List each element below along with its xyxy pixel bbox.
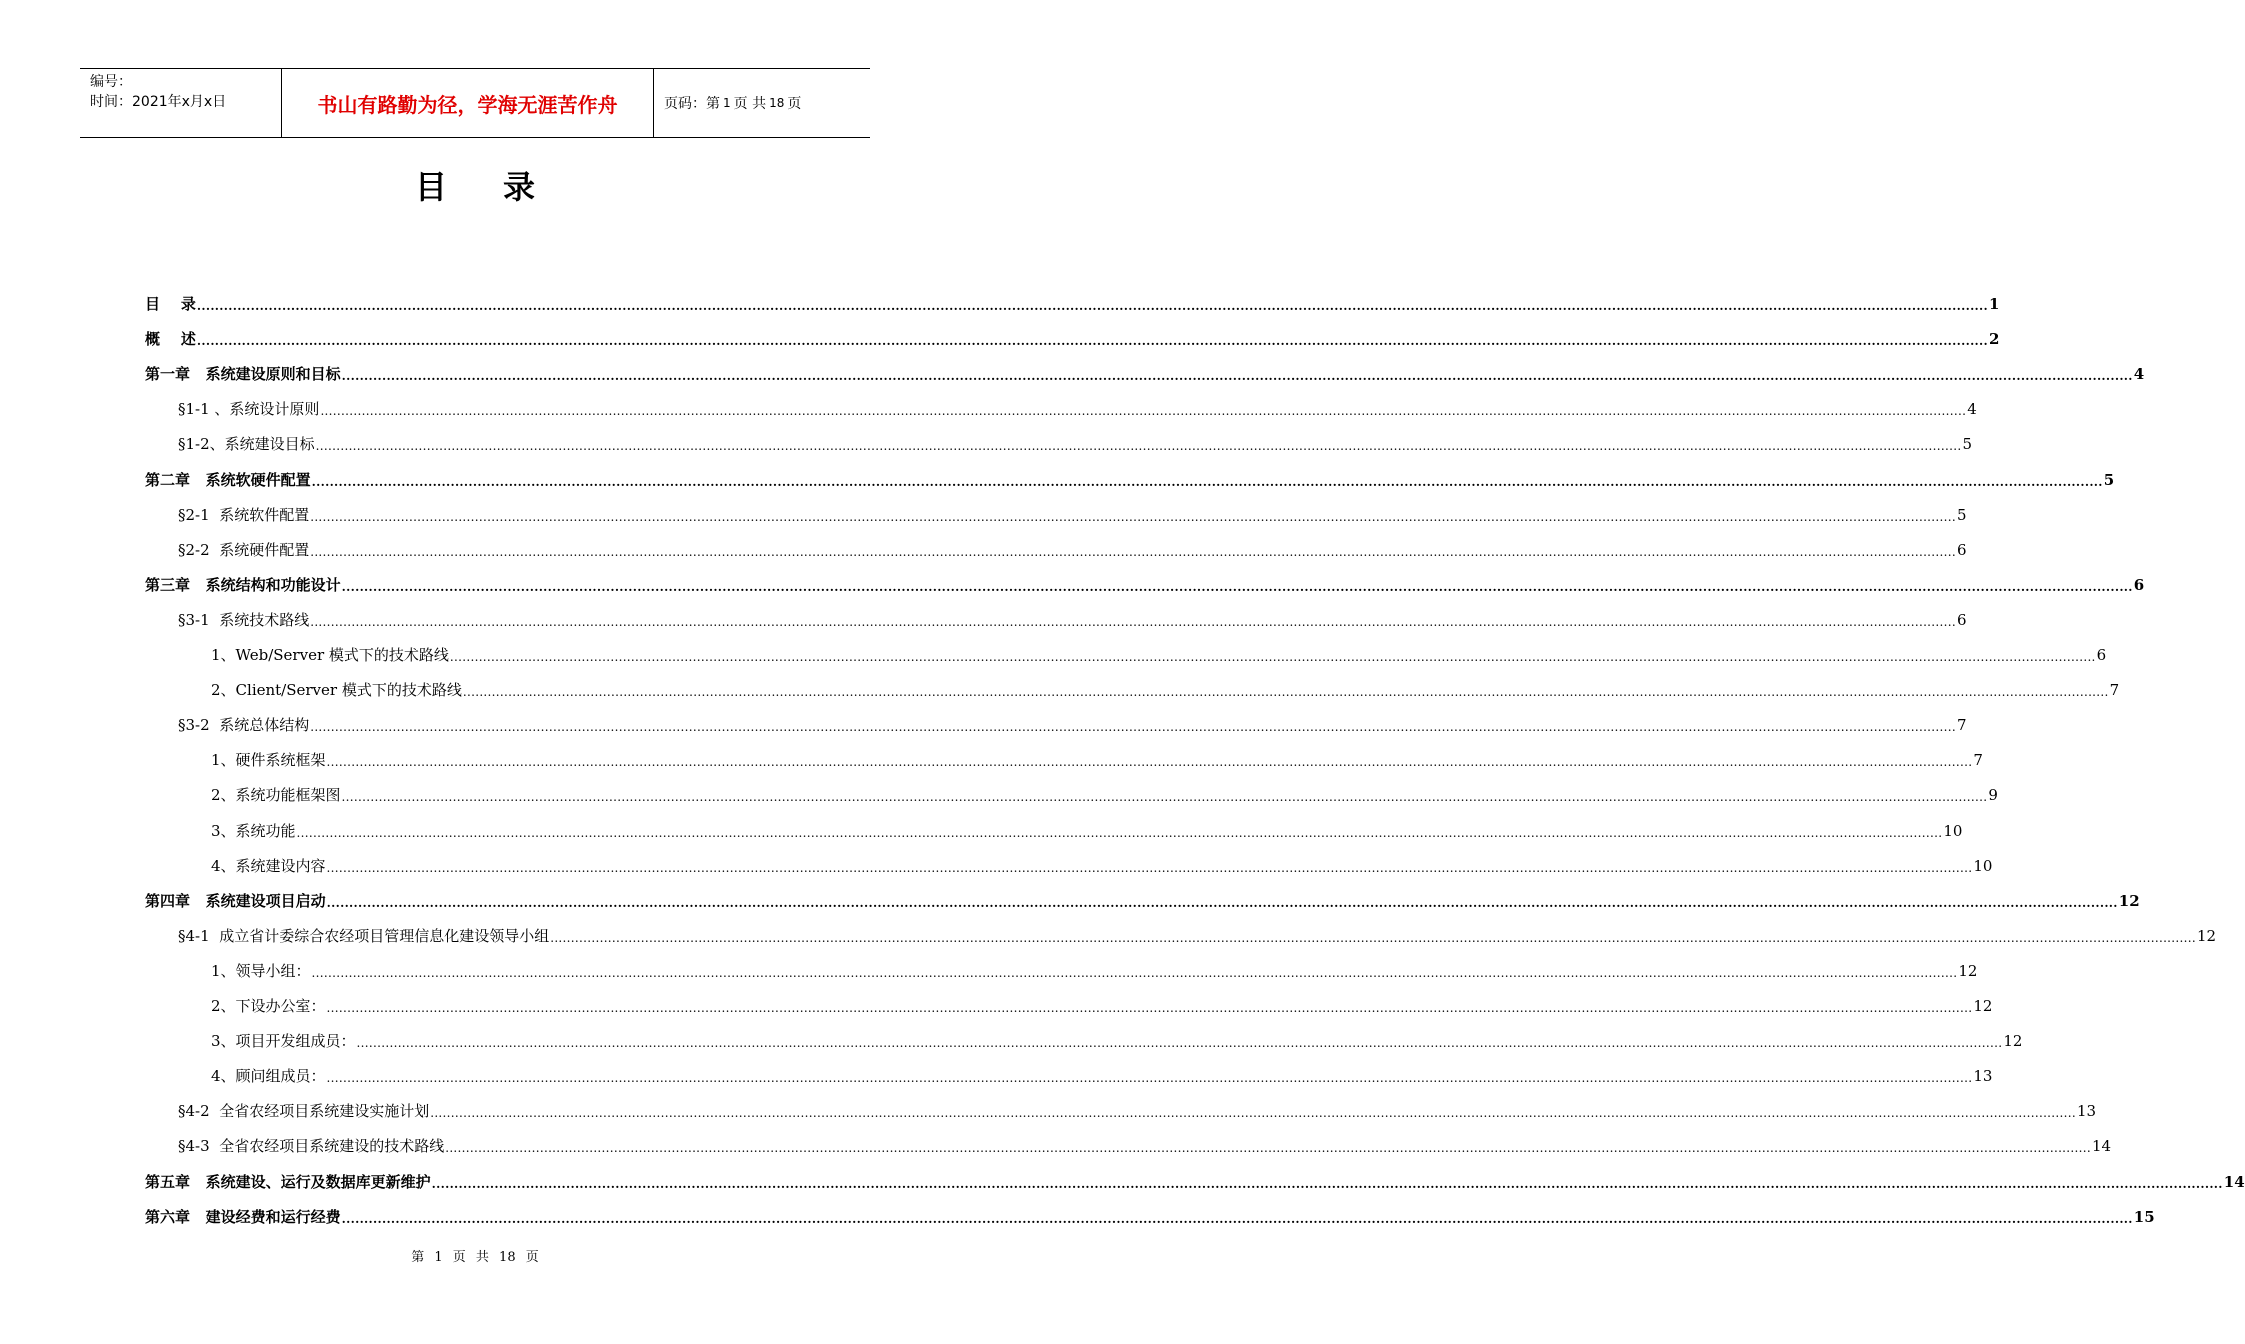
toc-entry[interactable] [178, 1099, 2097, 1121]
toc-leader-dots: ................................................................................................................................................................................................................................................................................................................................................................................................................ [550, 930, 2196, 945]
page-current: 1 [723, 96, 731, 110]
toc-entry[interactable] [145, 573, 2145, 595]
toc-entry-label: 第五章 系统建设、运行及数据库更新维护 [145, 1172, 431, 1191]
toc-entry-page: 1 [1988, 295, 2000, 313]
toc-entry-page: 9 [1988, 786, 1998, 805]
toc-entry-page: 4 [1967, 400, 1977, 419]
toc-entry-label: 概 述 [145, 330, 196, 349]
toc-entry-page: 6 [1956, 540, 1967, 559]
toc-entry-page: 14 [2091, 1137, 2112, 1156]
toc-leader-dots: ................................................................................................................................................................................................................................................................................................................................................................................................................ [326, 755, 1973, 770]
toc-entry-label: 4、系统建设内容 [211, 856, 326, 875]
toc-entry-page: 7 [1956, 716, 1967, 735]
toc-entry-page: 5 [1962, 435, 1972, 454]
header-motto: 书山有路勤为径，学海无涯苦作舟 [282, 69, 654, 137]
page-label-b: 页 共 [733, 96, 767, 112]
toc-leader-dots: ................................................................................................................................................................................................................................................................................................................................................................................................................ [310, 614, 1956, 629]
toc-entry-page: 10 [1943, 821, 1963, 840]
toc-entry[interactable] [145, 889, 2140, 911]
toc-entry-page: 6 [1956, 610, 1967, 629]
toc-entry[interactable] [211, 643, 2107, 665]
toc-entry[interactable] [211, 819, 1963, 841]
toc-entry-page: 14 [2223, 1172, 2245, 1191]
toc-leader-dots: ................................................................................................................................................................................................................................................................................................................................................................................................................ [326, 860, 1973, 875]
toc-entry-label: 目 录 [145, 295, 196, 313]
toc-entry-label: 1、Web/Server 模式下的技术路线 [211, 646, 449, 664]
toc-entry-page: 6 [2133, 575, 2145, 594]
toc-entry[interactable] [211, 783, 1998, 805]
header-page-info [654, 69, 870, 137]
toc-entry-label: 第四章 系统建设项目启动 [145, 891, 326, 910]
toc-entry-label: 2、系统功能框架图 [211, 786, 341, 805]
toc-entry-label: 第六章 建设经费和运行经费 [145, 1207, 341, 1226]
toc-leader-dots: ................................................................................................................................................................................................................................................................................................................................................................................................................ [296, 825, 1943, 840]
toc-entry[interactable] [211, 994, 1993, 1016]
document-time: 时间：2021年x月x日 [90, 94, 227, 110]
header-meta [80, 69, 282, 137]
toc-leader-dots: ................................................................................................................................................................................................................................................................................................................................................................................................................ [326, 895, 2118, 910]
toc-entry-label: 1、领导小组： [211, 961, 311, 980]
toc-leader-dots: ................................................................................................................................................................................................................................................................................................................................................................................................................ [445, 1141, 2091, 1156]
toc-entry-label: 2、下设办公室： [211, 997, 326, 1015]
toc-entry[interactable] [211, 1064, 1993, 1086]
toc-entry[interactable] [178, 538, 1967, 560]
toc-entry[interactable] [211, 854, 1993, 876]
page-total: 18 [769, 96, 785, 110]
toc-leader-dots: ................................................................................................................................................................................................................................................................................................................................................................................................................ [315, 439, 1962, 454]
toc-leader-dots: ................................................................................................................................................................................................................................................................................................................................................................................................................ [431, 1176, 2223, 1191]
toc-entry-page: 2 [1988, 330, 2000, 349]
toc-entry[interactable] [211, 678, 2120, 700]
toc-entry-page: 4 [2133, 365, 2145, 384]
toc-leader-dots: ................................................................................................................................................................................................................................................................................................................................................................................................................ [356, 1036, 2003, 1051]
toc-entry-page: 12 [2196, 926, 2217, 945]
toc-entry-label: 2、Client/Server 模式下的技术路线 [211, 681, 462, 700]
toc-entry[interactable] [145, 327, 2000, 349]
toc-entry-label: §4-1 成立省计委综合农经项目管理信息化建设领导小组 [178, 926, 550, 945]
page-label-a: 页码：第 [664, 96, 720, 112]
page-header [80, 68, 870, 138]
toc-leader-dots: ................................................................................................................................................................................................................................................................................................................................................................................................................ [341, 790, 1988, 805]
toc-leader-dots: ................................................................................................................................................................................................................................................................................................................................................................................................................ [311, 965, 1958, 980]
toc-entry[interactable] [145, 468, 2115, 490]
toc-entry[interactable] [178, 924, 2217, 946]
toc-entry-page: 12 [1973, 997, 1993, 1015]
toc-entry-label: 3、项目开发组成员： [211, 1032, 356, 1051]
toc-entry-page: 12 [2003, 1032, 2023, 1051]
toc-entry-label: 第一章 系统建设原则和目标 [145, 365, 341, 384]
toc-entry-page: 7 [2109, 681, 2120, 700]
toc-entry-page: 13 [1973, 1067, 1993, 1086]
toc-entry-page: 15 [2133, 1207, 2155, 1226]
toc-leader-dots: ................................................................................................................................................................................................................................................................................................................................................................................................................ [326, 1001, 1973, 1015]
toc-entry[interactable] [178, 713, 1967, 735]
toc-entry[interactable] [145, 1205, 2155, 1227]
toc-entry-label: §4-3 全省农经项目系统建设的技术路线 [178, 1137, 445, 1156]
toc-entry[interactable] [211, 748, 1983, 770]
toc-entry-label: 1、硬件系统框架 [211, 751, 326, 770]
toc-leader-dots: ................................................................................................................................................................................................................................................................................................................................................................................................................ [196, 334, 1988, 349]
toc-entry-page: 12 [1958, 961, 1978, 980]
toc-entry-page: 12 [2118, 891, 2140, 910]
toc-entry-page: 5 [1956, 505, 1967, 524]
toc-leader-dots: ................................................................................................................................................................................................................................................................................................................................................................................................................ [449, 650, 2096, 664]
toc-leader-dots: ................................................................................................................................................................................................................................................................................................................................................................................................................ [310, 544, 1956, 559]
toc-entry-page: 13 [2076, 1102, 2097, 1121]
toc-leader-dots: ................................................................................................................................................................................................................................................................................................................................................................................................................ [462, 685, 2109, 700]
toc-entry-label: 4、顾问组成员： [211, 1067, 326, 1086]
toc-leader-dots: ................................................................................................................................................................................................................................................................................................................................................................................................................ [341, 369, 2133, 384]
toc-entry-label: §4-2 全省农经项目系统建设实施计划 [178, 1102, 430, 1121]
toc-entry[interactable] [178, 1134, 2112, 1156]
toc-entry-label: 3、系统功能 [211, 821, 296, 840]
toc-entry-label: §3-2 系统总体结构 [178, 716, 310, 735]
page-footer: 第 1 页 共 18 页 [411, 1250, 539, 1265]
toc-entry[interactable] [178, 397, 1977, 419]
toc-entry-label: 第二章 系统软硬件配置 [145, 470, 311, 489]
toc-leader-dots: ................................................................................................................................................................................................................................................................................................................................................................................................................ [196, 299, 1988, 313]
toc-entry[interactable] [145, 292, 2000, 314]
toc-entry-page: 6 [2096, 646, 2107, 664]
page-title: 目录 [414, 168, 591, 206]
toc-entry[interactable] [178, 503, 1967, 525]
toc-entry-page: 5 [2103, 470, 2115, 489]
toc-entry-page: 10 [1973, 856, 1993, 875]
toc-leader-dots: ................................................................................................................................................................................................................................................................................................................................................................................................................ [341, 579, 2133, 594]
page-label-c: 页 [787, 96, 802, 112]
toc-entry[interactable] [211, 1029, 2023, 1051]
toc-entry-label: 第三章 系统结构和功能设计 [145, 575, 341, 594]
toc-entry[interactable] [145, 362, 2145, 384]
toc-leader-dots: ................................................................................................................................................................................................................................................................................................................................................................................................................ [326, 1071, 1973, 1086]
toc-entry-label: §1-1 、系统设计原则 [178, 400, 320, 419]
toc-entry-label: §3-1 系统技术路线 [178, 610, 310, 629]
toc-entry-label: §1-2、系统建设目标 [178, 435, 315, 454]
document-number-label: 编号： [90, 74, 132, 90]
toc-leader-dots: ................................................................................................................................................................................................................................................................................................................................................................................................................ [341, 1211, 2133, 1226]
toc-entry[interactable] [178, 608, 1967, 630]
toc-leader-dots: ................................................................................................................................................................................................................................................................................................................................................................................................................ [311, 474, 2103, 489]
toc-entry[interactable] [211, 959, 1978, 981]
toc-leader-dots: ................................................................................................................................................................................................................................................................................................................................................................................................................ [310, 720, 1956, 735]
toc-leader-dots: ................................................................................................................................................................................................................................................................................................................................................................................................................ [310, 509, 1956, 524]
toc-leader-dots: ................................................................................................................................................................................................................................................................................................................................................................................................................ [320, 404, 1967, 419]
toc-entry-label: §2-1 系统软件配置 [178, 505, 310, 524]
toc-entry[interactable] [145, 1170, 2245, 1192]
toc-entry[interactable] [178, 432, 1972, 454]
toc-entry-label: §2-2 系统硬件配置 [178, 540, 310, 559]
toc-entry-page: 7 [1973, 751, 1983, 770]
toc-leader-dots: ................................................................................................................................................................................................................................................................................................................................................................................................................ [430, 1106, 2076, 1121]
